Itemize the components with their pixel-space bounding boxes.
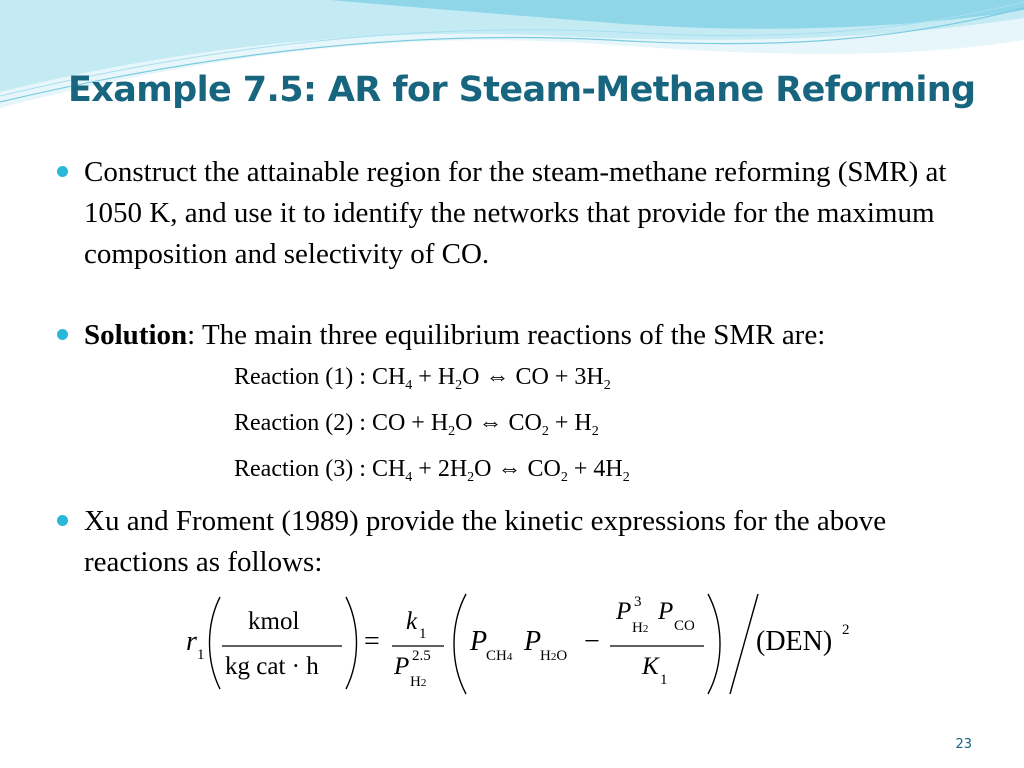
k-eq-symbol: K [642, 653, 659, 680]
big-left-paren [448, 592, 470, 696]
den-term: (DEN) [756, 626, 833, 657]
pressure-h2-cubed-exp: 3 [634, 594, 642, 610]
k-eq-subscript: 1 [660, 672, 668, 688]
reaction-3 [234, 456, 630, 486]
pressure-h2-sub: H2 [410, 674, 427, 690]
left-paren [204, 595, 224, 691]
solution-text: : The main three equilibrium reactions of the SMR are: [187, 319, 826, 351]
reaction-label: Reaction (3) : [234, 456, 366, 482]
bullet-dot [57, 166, 68, 177]
pressure-h2o-symbol: P [524, 626, 542, 657]
reaction-2 [234, 410, 599, 440]
reaction-label: Reaction (2) : [234, 410, 366, 436]
unit-numerator: kmol [248, 608, 300, 635]
pressure-h2-exp: 2.5 [412, 648, 431, 664]
unit-denominator: kg cat · h [225, 653, 319, 680]
pressure-h2o-sub: H2O [540, 648, 568, 664]
rate-subscript: 1 [197, 647, 205, 663]
k1-subscript: 1 [419, 626, 427, 642]
bullet-dot [57, 329, 68, 340]
equals-sign: = [364, 626, 380, 657]
page-number: 23 [955, 737, 972, 752]
den-exponent: 2 [842, 622, 850, 638]
bullet-text [84, 315, 984, 356]
bullet-text: Xu and Froment (1989) provide the kinetic expressions for the above reactions as follows: [84, 505, 887, 578]
bullet-text: Construct the attainable region for the steam-methane reforming (SMR) at 1050 K, and use it to identify the networks that provide for the maximum composition and selectivity of CO. [84, 156, 947, 270]
right-paren [342, 595, 362, 691]
reaction-formula: $CH_4 + 2H_2O$ ⇔ $CO_2 + 4H_2$ [371, 456, 630, 485]
rate-symbol: r [186, 626, 197, 657]
reaction-formula: $CH_4 + H_2O$ ⇔ CO + $3H_2$ [371, 364, 611, 393]
k1-symbol: k [406, 608, 418, 635]
slide-title: Example 7.5: AR for Steam-Methane Reforming [68, 70, 976, 110]
pressure-ch4-symbol: P [470, 626, 488, 657]
pressure-h2-cubed-symbol: P [616, 598, 632, 625]
unit-fraction-bar [222, 645, 342, 648]
bullet-dot [57, 515, 68, 526]
kinetic-equation [180, 590, 880, 700]
reaction-label: Reaction (1) : [234, 364, 366, 390]
big-right-paren [704, 592, 726, 696]
header-wave-decoration [0, 0, 1024, 130]
pressure-co-symbol: P [658, 598, 674, 625]
minus-sign: − [584, 626, 600, 657]
reaction-1 [234, 364, 611, 394]
pressure-co-sub: CO [674, 618, 695, 634]
pressure-h2-cubed-sub: H2 [632, 620, 649, 636]
solution-label: Solution [84, 319, 188, 351]
k-eq-fraction-bar [610, 645, 704, 648]
pressure-h2-symbol: P [394, 653, 410, 680]
pressure-ch4-sub: CH4 [486, 648, 513, 664]
reaction-formula: CO + $H_2O$ ⇔ $CO_2 + H_2$ [371, 410, 599, 439]
